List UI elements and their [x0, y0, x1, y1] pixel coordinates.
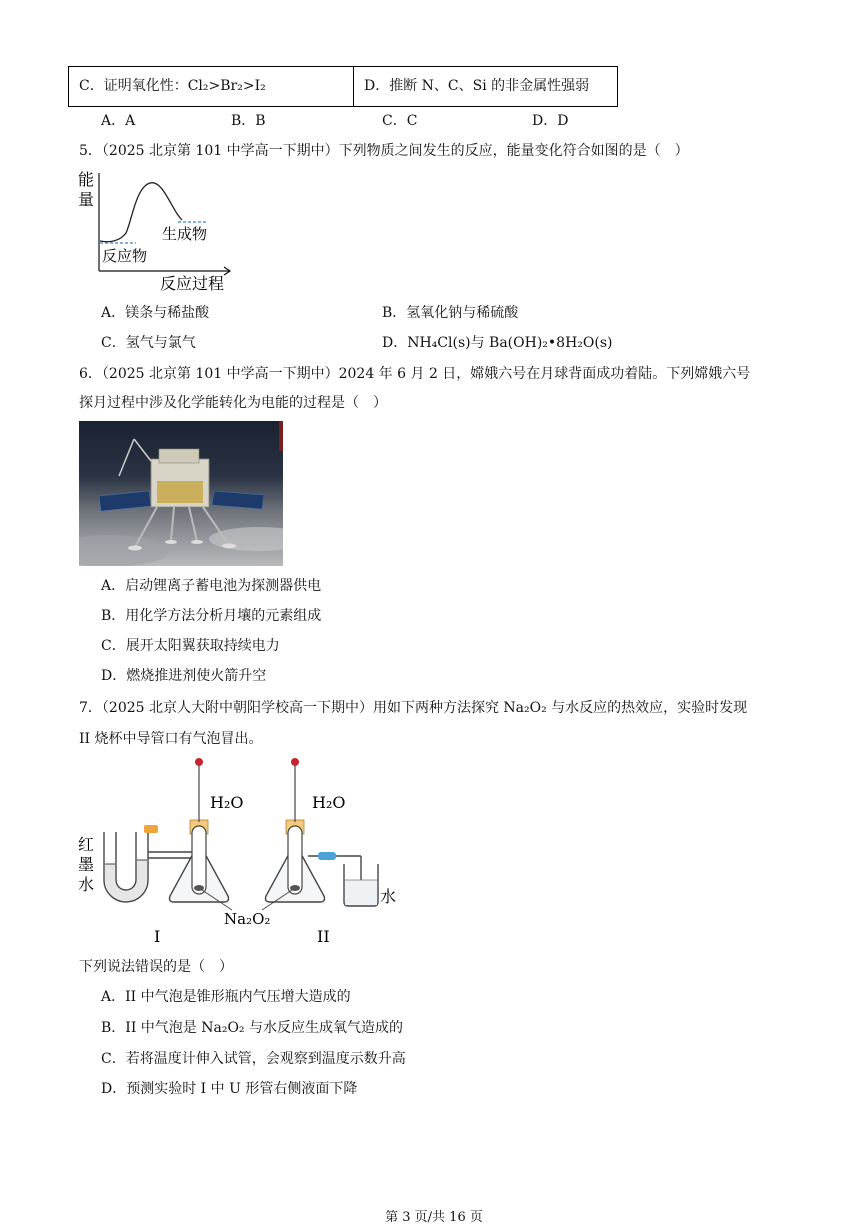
solar-panel-right [212, 491, 264, 509]
q7-stem-line1: 7．（2025 北京人大附中朝阳学校高一下期中）用如下两种方法探究 Na₂O₂ 与水反应的热效应，实验时发现 [79, 700, 748, 716]
lander-illustration [79, 421, 283, 566]
q4-answer-a: A．A [101, 113, 136, 129]
red-ink-water [105, 860, 147, 901]
q7-option-a: A．II 中气泡是锥形瓶内气压增大造成的 [101, 989, 351, 1005]
red-ink-label-3: 水 [78, 875, 95, 894]
label-ii: II [317, 927, 330, 946]
q5-energy-diagram [78, 165, 238, 295]
q7-option-d: D．预测实验时 I 中 U 形管右侧液面下降 [101, 1081, 358, 1097]
q4-answer-b: B．B [231, 113, 266, 129]
q4-answer-c: C．C [382, 113, 418, 129]
q7-apparatus-figure [76, 752, 406, 947]
q6-option-a: A．启动锂离子蓄电池为探测器供电 [101, 578, 322, 594]
q5-xlabel: 反应过程 [160, 274, 225, 293]
q6-option-c: C．展开太阳翼获取持续电力 [101, 638, 280, 654]
q5-option-b: B．氢氧化钠与稀硫酸 [382, 305, 519, 321]
q5-ylabel-2: 量 [78, 190, 95, 209]
q5-reactant-label: 反应物 [102, 247, 148, 265]
q4-answer-d: D．D [532, 113, 569, 129]
u-tube-stopper [144, 825, 158, 833]
q5-option-a: A．镁条与稀盐酸 [101, 305, 210, 321]
q4-option-table [68, 66, 618, 107]
q6-stem-line2: 探月过程中涉及化学能转化为电能的过程是（ ） [79, 395, 387, 411]
q4-option-d: D．推断 N、C、Si 的非金属性强弱 [364, 78, 590, 94]
q5-product-label: 生成物 [162, 225, 208, 243]
q4-option-c: C．证明氧化性：Cl₂>Br₂>I₂ [69, 67, 354, 106]
page-footer: 第 3 页/共 16 页 [385, 1210, 483, 1225]
h2o-label-i: H₂O [210, 793, 244, 812]
q5-ylabel-1: 能 [78, 170, 95, 189]
robot-arm [119, 439, 134, 476]
q6-option-b: B．用化学方法分析月壤的元素组成 [101, 608, 322, 624]
flask-i [170, 758, 229, 902]
q7-question: 下列说法错误的是（ ） [79, 959, 233, 975]
red-ink-label-2: 墨 [78, 855, 95, 874]
rubber-connector [318, 852, 336, 860]
label-i: I [154, 927, 161, 946]
water-label: 水 [380, 887, 397, 906]
q7-option-c: C．若将温度计伸入试管，会观察到温度示数升高 [101, 1051, 406, 1067]
change6-lander-photo [79, 421, 283, 566]
red-ink-label-1: 红 [78, 835, 95, 854]
q7-option-b: B．II 中气泡是 Na₂O₂ 与水反应生成氧气造成的 [101, 1020, 403, 1036]
h2o-label-ii: H₂O [312, 793, 346, 812]
test-tube-ii [288, 826, 302, 894]
q5-option-c: C．氢气与氯气 [101, 335, 196, 351]
q7-stem-line2: II 烧杯中导管口有气泡冒出。 [79, 731, 263, 747]
q6-option-d: D．燃烧推进剂使火箭升空 [101, 668, 267, 684]
q5-option-d: D．NH₄Cl(s)与 Ba(OH)₂•8H₂O(s) [382, 335, 613, 351]
q6-stem-line1: 6．（2025 北京第 101 中学高一下期中）2024 年 6 月 2 日，嫦娥六号在月球背面成功着陆。下列嫦娥六号 [79, 366, 751, 382]
na2o2-label: Na₂O₂ [224, 910, 271, 928]
q5-stem: 5．（2025 北京第 101 中学高一下期中）下列物质之间发生的反应，能量变化符合如图的是（ ） [79, 143, 689, 159]
solar-panel-left [99, 491, 151, 511]
test-tube-i [192, 826, 206, 894]
